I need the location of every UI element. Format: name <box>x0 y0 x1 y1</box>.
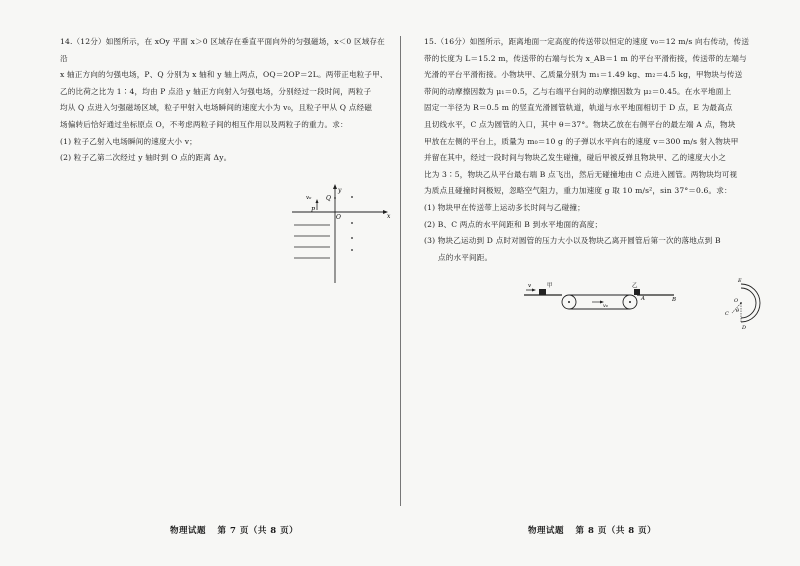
q14-line-5: 场偏转后恰好通过坐标原点 O，不考虑两粒子间的相互作用以及两粒子的重力。求： <box>60 119 348 129</box>
x-axis-label: x <box>387 213 391 220</box>
bullet-arrow-icon <box>532 289 536 292</box>
point-a-label: A <box>641 296 645 302</box>
q14-line-2: x 轴正方向的匀强电场，P、Q 分别为 x 轴和 y 轴上两点，OQ＝2OP＝2L。两带正电粒子甲、 <box>60 70 388 80</box>
footer-page-number: 第 8 页（共 8 页） <box>575 526 657 536</box>
q15-line-1: 15.（16分）如图所示，距离地面一定高度的传送带以恒定的速度 v₀＝12 m/s 向右传动，传送 <box>424 37 750 46</box>
point-b-label: B <box>672 297 677 303</box>
origin-label: O <box>336 214 341 221</box>
angle-theta-label: θ <box>736 308 740 314</box>
q14-line-3: 乙的比荷之比为 1∶4，均由 P 点沿 y 轴正方向射入匀强电场，分别经过一段时间，两粒子 <box>60 86 372 96</box>
footer-subject: 物理试题 <box>170 526 207 536</box>
q15-line-9: 比为 3∶5，物块乙从平台最右端 B 点飞出，然后无碰撞地由 C 点进入圆管。两物块均可视 <box>424 169 738 179</box>
y-axis-arrow-icon <box>333 184 337 189</box>
footer-page-number: 第 7 页（共 8 页） <box>217 526 299 536</box>
block-yi-label: 乙 <box>632 283 638 289</box>
velocity-arrow-icon <box>316 199 319 203</box>
belt-speed-label: v₀ <box>603 303 608 309</box>
point-p-label: P <box>311 207 316 214</box>
q15-sub-3b: 点的水平间距。 <box>438 252 493 262</box>
question-14 <box>60 34 392 167</box>
q15-line-10: 为质点且碰撞时间极短，忽略空气阻力，重力加速度 g 取 10 m/s²，sin 37°＝0.6。求： <box>424 186 732 196</box>
center-o-label: O <box>734 298 739 304</box>
footer-page-7 <box>170 524 306 536</box>
footer-subject: 物理试题 <box>528 526 565 536</box>
q15-line-7: 甲放在左侧的平台上，质量为 m₀＝10 g 的子弹以水平向右的速度 v＝300 m/s 射入物块甲 <box>424 136 739 146</box>
q15-line-5: 固定一半径为 R＝0.5 m 的竖直光滑圆管轨道，轨道与水平地面相切于 D 点，E 为最高点 <box>424 103 733 113</box>
block-yi <box>634 289 640 295</box>
point-q-label: Q <box>326 195 331 202</box>
magnetic-field-dots <box>351 196 353 251</box>
velocity-label: v₀ <box>306 195 312 201</box>
block-jia <box>539 289 546 295</box>
point-c-label: C <box>725 311 729 317</box>
y-axis-label: y <box>338 187 342 194</box>
circular-tube-outer <box>741 284 760 322</box>
footer-page-8 <box>528 524 664 536</box>
q15-sub-3a: (3) 物块乙运动到 D 点时对圆管的压力大小以及物块乙离开圆管后第一次的落地点到 B <box>424 236 721 246</box>
q15-line-3: 光滑的平台平滑衔接。小物块甲、乙质量分别为 m₁＝1.49 kg、m₂＝4.5 kg，甲物块与传送 <box>424 70 743 80</box>
block-jia-label: 甲 <box>547 283 553 289</box>
point-d-label: D <box>742 325 747 330</box>
q14-sub-1: (1) 粒子乙射入电场瞬间的速度大小 v； <box>60 136 197 146</box>
q15-figure <box>522 278 782 330</box>
page-divider <box>400 36 401 506</box>
q14-line-1: 14.（12分）如图所示，在 xOy 平面 x＞0 区域存在垂直平面向外的匀强磁场，x＜0 区域存在沿 <box>60 37 385 63</box>
q15-sub-1: (1) 物块甲在传送带上运动多长时间与乙碰撞； <box>424 202 585 212</box>
question-15 <box>424 34 790 266</box>
point-e-label: E <box>738 278 742 284</box>
q14-figure <box>290 183 400 288</box>
q15-sub-2: (2) B、C 两点的水平间距和 B 到水平地面的高度； <box>424 219 603 229</box>
q14-line-4: 均从 Q 点进入匀强磁场区域，粒子甲射入电场瞬间的速度大小为 v₀，且粒子甲从 Q 点经磁 <box>60 103 372 113</box>
electric-field-lines <box>294 225 330 258</box>
page-8 <box>402 0 800 566</box>
q15-line-6: 且切线水平，C 点为圆管的入口，其中 θ＝37°。物块乙放在右侧平台的最左端 A 点，物块 <box>424 119 736 129</box>
circular-tube-inner <box>741 288 756 318</box>
q14-sub-2: (2) 粒子乙第二次经过 y 轴时到 O 点的距离 Δy。 <box>60 153 232 163</box>
q15-line-4: 带间的动摩擦因数为 μ₁＝0.5，乙与右端平台间的动摩擦因数为 μ₂＝0.45。在水平地面上 <box>424 86 732 96</box>
bullet-velocity-label: v <box>528 283 532 289</box>
q15-line-2: 带的长度为 L＝15.2 m，传送带的右端与长为 x_AB＝1 m 的平台平滑衔接，传送带的左端与 <box>424 53 747 63</box>
q15-line-8: 并留在其中，经过一段时间与物块乙发生碰撞，碰后甲被反弹且物块甲、乙的速度大小之 <box>424 153 727 163</box>
